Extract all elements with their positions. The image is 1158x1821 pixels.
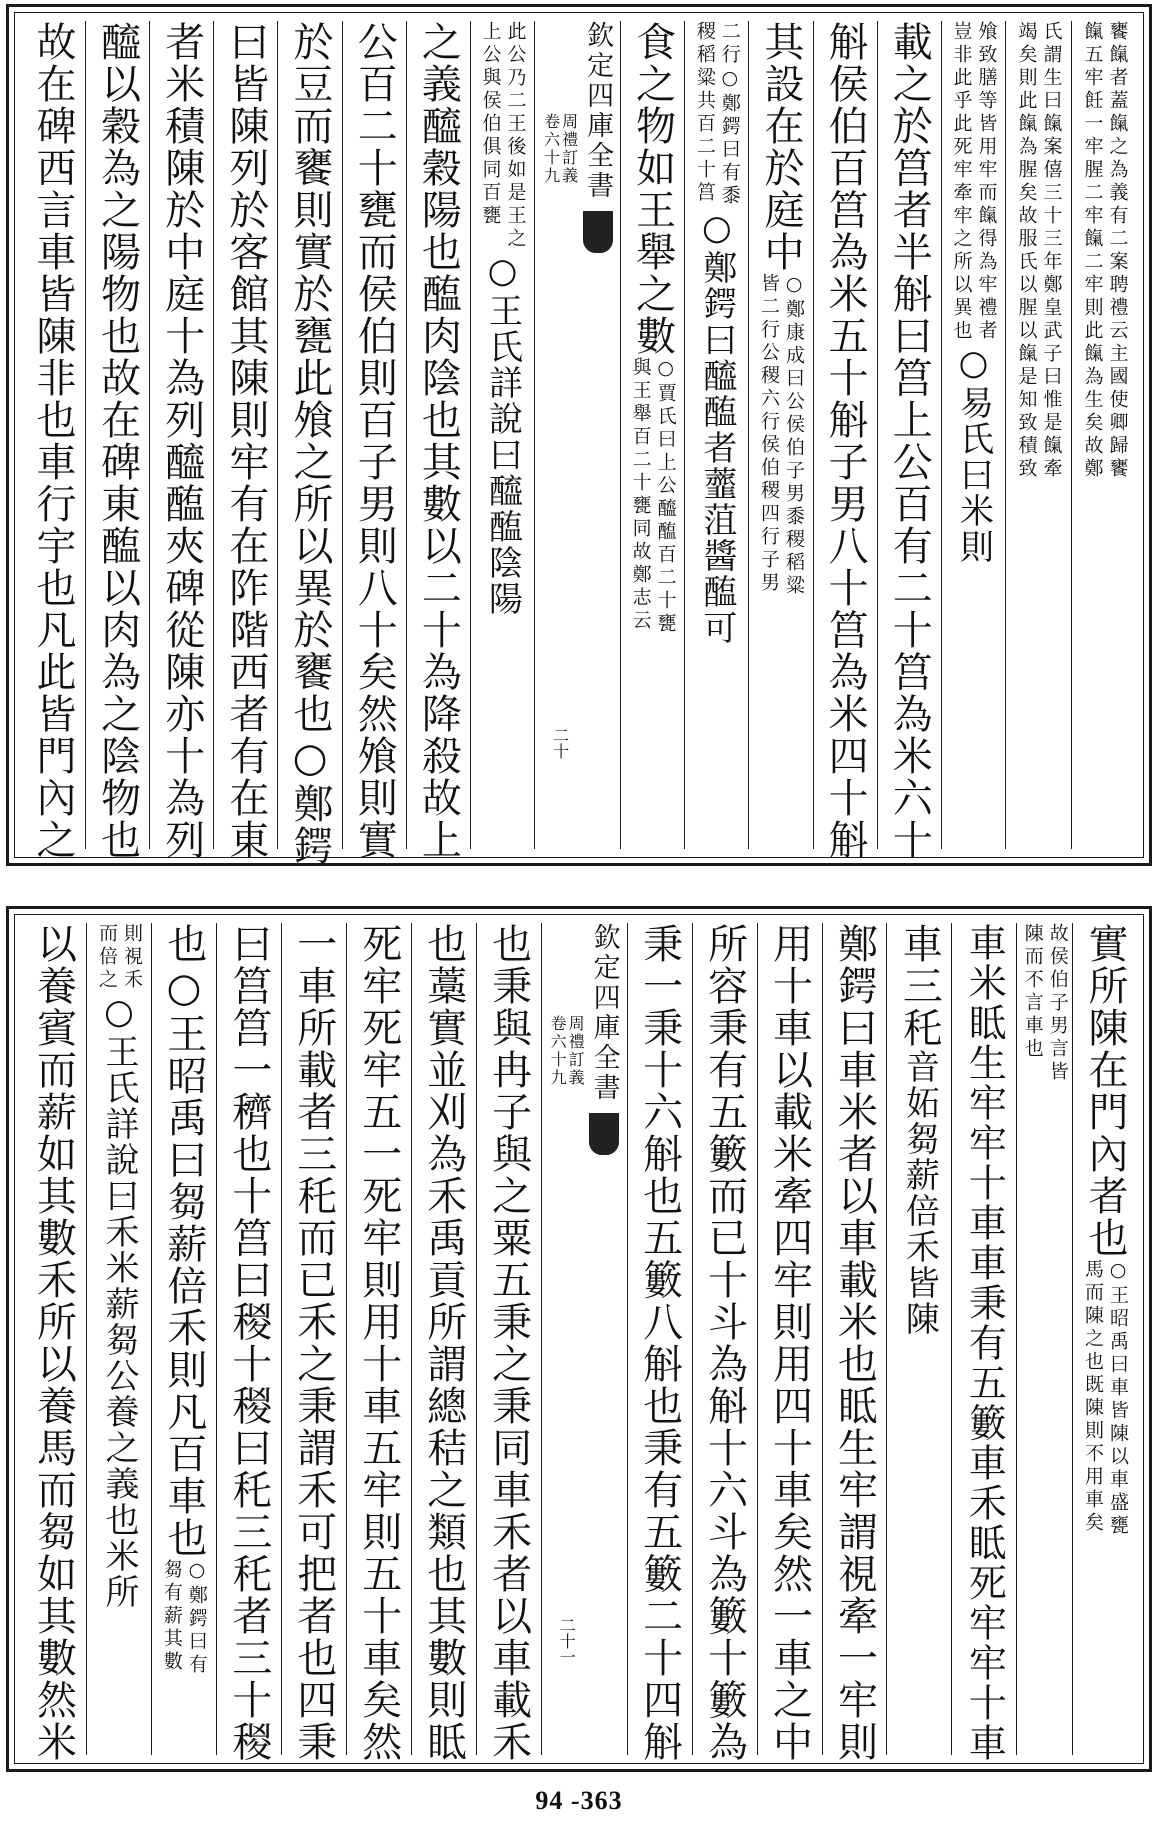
main-text-line: 於豆而饔則實於甕此飧之所以異於饔也○鄭鍔 (287, 21, 334, 867)
page-header (541, 923, 627, 1755)
annotation-line: 陳而不言車也 (1021, 923, 1044, 1061)
book-title: 周禮訂義 (566, 1015, 586, 1087)
top-page-columns (21, 21, 1137, 867)
text-column (281, 923, 346, 1763)
main-text-line: 所容秉有五籔而已十斗為斛十六斗為籔十籔為 (701, 923, 748, 1763)
main-text-line: 公百二十甕而侯伯則百子男則八十矣然飧則實 (351, 21, 398, 861)
book-title: 周禮訂義 (559, 113, 579, 185)
main-text-line: 秉一秉十六斛也五籔八斛也秉有五籔二十四斛 (636, 923, 683, 1763)
text-column (151, 923, 216, 1755)
annotation-line: 此公乃二王後如是王之 (504, 21, 527, 251)
text-column (748, 21, 812, 849)
main-text-line: 者米積陳於中庭十為列醯醢夾碑從陳亦十為列 (158, 21, 205, 861)
text-column (149, 21, 213, 861)
scan-page-number: 94 -363 (535, 1786, 623, 1815)
text-column (692, 923, 757, 1763)
main-text-line: 之義醯穀陽也醢肉陰也其數以二十為降殺故上 (415, 21, 462, 861)
annotation-line: 芻有薪其數 (160, 1559, 183, 1674)
main-text-line: ○王氏詳說曰醯醢陰陽 (482, 251, 523, 617)
annotation-line: 與王舉百二十甕同故鄭志云 (629, 357, 652, 633)
text-column (1016, 923, 1072, 1755)
text-column (877, 21, 941, 861)
annotation-line: 而倍之 (95, 923, 118, 992)
text-column (216, 923, 281, 1763)
text-column (406, 21, 470, 861)
text-column (941, 21, 1005, 849)
main-text-line: ○鄭鍔曰醯醢者虀菹醬醢可 (696, 208, 737, 646)
text-column (620, 21, 684, 849)
main-text-line: 也藁實並刈為禾禹貢所謂總秸之類也其數則眡 (420, 923, 467, 1763)
annotation-line: 豈非此乎此死牢牽牢之所以異也 (950, 21, 973, 343)
annotation-line: 饔餼者蓋餼之為義有二案聘禮云主國使卿歸饔 (1106, 21, 1129, 481)
annotation-line: 馬而陳之也既陳則不用車矣 (1082, 1259, 1105, 1535)
main-text-line: 曰皆陳列於客館其陳則牢有在阼階西者有在東 (222, 21, 269, 861)
volume-number: 卷六十九 (541, 113, 561, 185)
main-text-line: 鄭鍔曰車米者以車載米也眡生牢謂視牽一牢則 (831, 923, 878, 1763)
main-text-line: 用十車以載米牽四牢則用四十車矣然一車之中 (766, 923, 813, 1763)
annotation-line: ○鄭鍔曰有 (185, 1559, 208, 1677)
main-text-line: 斛侯伯百筥為米五十斛子男八十筥為米四十斛 (822, 21, 869, 861)
annotation-line: ○王昭禹曰車皆陳以車盛甕 (1107, 1259, 1130, 1538)
text-column (213, 21, 277, 861)
text-column (346, 923, 411, 1763)
text-column (277, 21, 341, 867)
main-text-line: 食之物如王舉之數 (629, 21, 676, 357)
annotation-line: 氏謂生曰餼案僖三十三年鄭皇武子曰惟是餼牽 (1040, 21, 1063, 481)
page-header (534, 21, 620, 849)
main-text-line: 也秉與冉子與之粟五秉之秉同車禾者以車載禾 (485, 923, 532, 1763)
book-series-title: 欽定四庫全書 (582, 21, 614, 201)
text-column (951, 923, 1016, 1763)
text-column (342, 21, 406, 861)
main-text-line: 實所陳在門內者也 (1082, 923, 1129, 1259)
text-column (411, 923, 476, 1763)
text-column (813, 21, 877, 861)
main-text-line: 車三秅 (896, 923, 943, 1049)
main-text-line: 也○王昭禹曰芻薪倍禾則凡百車也 (160, 923, 207, 1559)
main-text-line: 載之於筥者半斛曰筥上公百有二十筥為米六十 (886, 21, 933, 861)
annotation-line: 上公與侯伯俱同百甕 (479, 21, 502, 228)
text-column (476, 923, 541, 1763)
bottom-page (6, 906, 1152, 1772)
text-column (470, 21, 534, 849)
text-column (757, 923, 822, 1763)
annotation-line: ○鄭康成曰公侯伯子男黍稷稻粱 (782, 273, 805, 598)
text-column (886, 923, 951, 1755)
text-column (21, 923, 86, 1763)
book-series-title: 欽定四庫全書 (588, 923, 620, 1103)
text-column (822, 923, 887, 1763)
main-text-line: ○王氏詳說曰禾米薪芻公養之義也米所 (98, 992, 139, 1610)
text-column (85, 21, 149, 861)
annotation-line: 餼五牢飪一牢腥二牢餼二牢則此餼為生矣故鄭 (1081, 21, 1104, 481)
text-column (21, 21, 85, 861)
text-column (627, 923, 692, 1763)
volume-number: 卷六十九 (548, 1015, 568, 1087)
main-text-line: 故在碑西言車皆陳非也車行宇也凡此皆門內之 (29, 21, 76, 861)
main-text-line: ○易氏曰米則 (953, 343, 994, 565)
page-number: 二十 (550, 727, 570, 759)
annotation-line: ○賈氏曰上公醯醢百二十甕 (654, 357, 677, 636)
annotation-line: 故侯伯子男言皆 (1046, 923, 1069, 1084)
annotation-line: 則視禾 (120, 923, 143, 992)
annotation-line: 皆二行公稷六行侯伯稷四行子男 (757, 273, 780, 595)
top-page (6, 4, 1152, 866)
main-text-line: 曰筥筥一穧也十筥曰稯十稯曰秅三秅者三十稯 (225, 923, 272, 1763)
annotation-line: 竭矣則此餼為腥矣故服氏以腥以餼是知致積致 (1015, 21, 1038, 481)
text-column (684, 21, 748, 849)
text-column (1005, 21, 1071, 849)
main-text-line: 其設在於庭中 (757, 21, 804, 273)
main-text-line: 死牢死牢五一死牢則用十車五牢則五十車矣然 (355, 923, 402, 1763)
main-text-line: 以養賓而薪如其數禾所以養馬而芻如其數然米 (30, 923, 77, 1763)
annotation-line: 飧致膳等皆用牢而餼得為牢禮者 (975, 21, 998, 343)
page-number: 二十一 (557, 1617, 577, 1665)
main-text-line: 一車所載者三秅而已禾之秉謂禾可把者也四秉 (290, 923, 337, 1763)
text-column (1072, 923, 1137, 1755)
fish-tail-mark-icon (583, 211, 613, 253)
bottom-page-columns (21, 923, 1137, 1763)
main-text-line: 音妬芻薪倍禾皆陳 (899, 1049, 940, 1337)
text-column (86, 923, 151, 1755)
main-text-line: 醯以穀為之陽物也故在碑東醢以肉為之陰物也 (94, 21, 141, 861)
main-text-line: 車米眡生牢牢十車車秉有五籔車禾眡死牢牢十車 (962, 923, 1007, 1763)
annotation-line: 稷稻粱共百二十筥 (693, 21, 716, 205)
text-column (1071, 21, 1137, 849)
annotation-line: 二行○鄭鍔曰有黍 (718, 21, 741, 208)
fish-tail-mark-icon (589, 1113, 619, 1155)
